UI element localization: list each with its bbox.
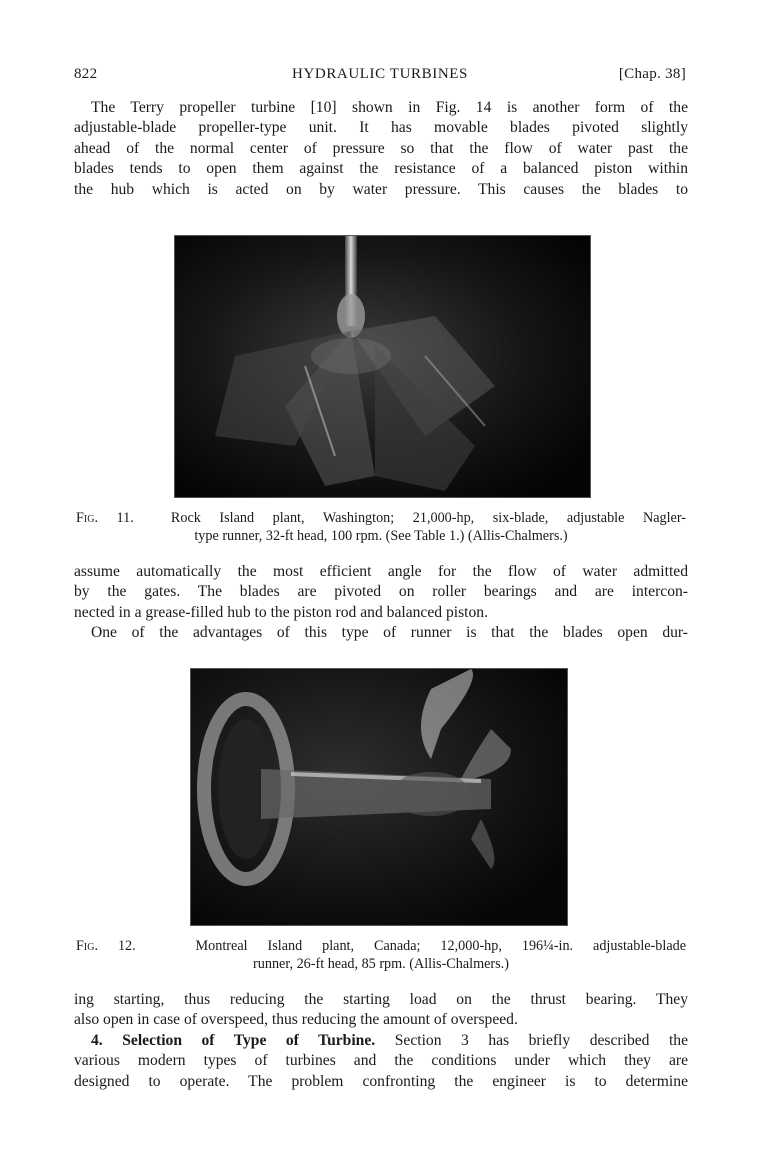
figure-label: Fig. 11.	[76, 510, 134, 526]
caption-line: runner, 26-ft head, 85 rpm. (Allis-Chalmers.)	[253, 956, 509, 972]
text-line: designed to operate. The problem confronting the engineer is to determine	[74, 1072, 688, 1090]
figure-11-caption	[76, 509, 686, 545]
paragraph-advantages-start	[74, 623, 688, 643]
text-line: ahead of the normal center of pressure so that the flow of water past the	[74, 139, 688, 157]
text-line: nected in a grease-filled hub to the piston rod and balanced piston.	[74, 603, 488, 621]
caption-line	[76, 509, 686, 527]
section-number: 4.	[91, 1032, 103, 1049]
caption-text: Rock Island plant, Washington; 21,000-hp, six-blade, adjustable Nagler-	[170, 510, 687, 526]
runner-photo-montreal-island	[191, 669, 567, 925]
text-line: various modern types of turbines and the conditions under which they are	[74, 1052, 688, 1070]
text-line: assume automatically the most efficient angle for the flow of water admitted	[74, 563, 688, 580]
text-line: the hub which is acted on by water pressure. This causes the blades to	[74, 180, 688, 198]
text-line: ing starting, thus reducing the starting load on the thrust bearing. They	[74, 991, 688, 1008]
paragraph-blade-angle	[74, 562, 688, 623]
text-line: by the gates. The blades are pivoted on roller bearings and are intercon-	[74, 583, 688, 601]
chapter-label: [Chap. 38]	[618, 66, 686, 82]
section-heading: Selection of Type of Turbine.	[122, 1032, 376, 1049]
text-line: adjustable-blade propeller-type unit. It has movable blades pivoted slightly	[74, 119, 688, 137]
text-line: blades tends to open them against the resistance of a balanced piston within	[74, 160, 688, 178]
figure-label: Fig. 12.	[76, 938, 136, 954]
running-header	[74, 66, 686, 88]
caption-line: type runner, 32-ft head, 100 rpm. (See Table 1.) (Allis-Chalmers.)	[194, 528, 568, 544]
figure-11-photo	[174, 235, 591, 498]
section-text: Section 3 has briefly described the	[394, 1032, 689, 1049]
running-title: HYDRAULIC TURBINES	[292, 66, 468, 82]
text-line: The Terry propeller turbine [10] shown in Fig. 14 is another form of the	[91, 99, 688, 116]
caption-text: Montreal Island plant, Canada; 12,000-hp, 196¼-in. adjustable-blade	[195, 938, 687, 954]
text-line	[74, 1031, 688, 1051]
paragraph-terry-turbine	[74, 98, 688, 200]
paragraph-advantages-end	[74, 990, 688, 1031]
caption-line	[76, 937, 686, 955]
figure-12-photo	[190, 668, 568, 926]
text-line: also open in case of overspeed, thus reducing the amount of overspeed.	[74, 1011, 518, 1029]
page-number: 822	[74, 66, 98, 82]
text-line: One of the advantages of this type of runner is that the blades open dur-	[91, 624, 688, 641]
figure-12-caption	[76, 937, 686, 973]
section-4-selection	[74, 1031, 688, 1092]
runner-photo-rock-island	[175, 236, 590, 497]
